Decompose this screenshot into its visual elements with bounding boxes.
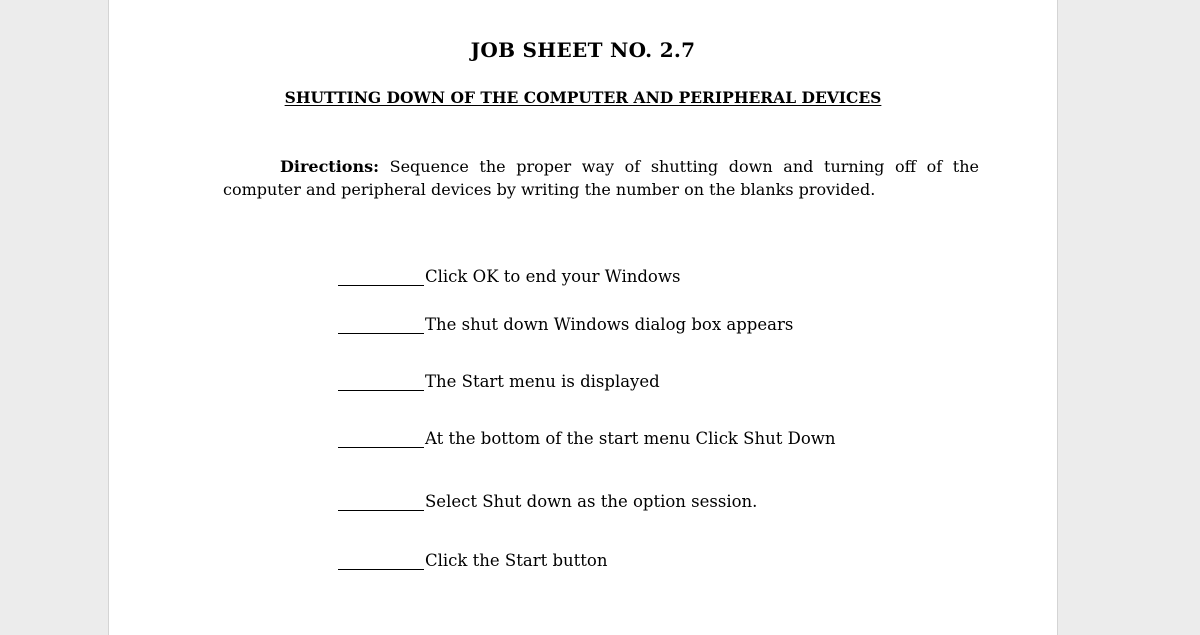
answer-blank[interactable]: [338, 332, 424, 334]
answer-blank[interactable]: [338, 389, 424, 391]
list-item-text: Select Shut down as the option session.: [425, 492, 758, 511]
list-item-text: At the bottom of the start menu Click Shut Down: [425, 429, 836, 448]
document-subtitle: SHUTTING DOWN OF THE COMPUTER AND PERIPHERAL DEVICES: [284, 88, 882, 107]
answer-blank[interactable]: [338, 509, 424, 511]
list-item: [338, 372, 660, 391]
list-item-text: Click the Start button: [425, 551, 608, 570]
list-item: [338, 551, 607, 570]
answer-blank[interactable]: [338, 284, 424, 286]
directions-paragraph: [223, 155, 979, 201]
answer-blank[interactable]: [338, 446, 424, 448]
directions-label: Directions:: [280, 157, 379, 176]
answer-blank[interactable]: [338, 568, 424, 570]
list-item: [338, 315, 793, 334]
list-item-text: The Start menu is displayed: [425, 372, 660, 391]
list-item: [338, 267, 680, 286]
document-page: [108, 0, 1058, 635]
document-title: JOB SHEET NO. 2.7: [470, 38, 696, 62]
list-item-text: Click OK to end your Windows: [425, 267, 681, 286]
list-item: [338, 429, 836, 448]
directions-text: Sequence the proper way of shutting down and turning off of the computer and peripheral devices by writing the number on the blanks provided.: [223, 157, 979, 199]
list-item: [338, 492, 757, 511]
list-item-text: The shut down Windows dialog box appears: [425, 315, 794, 334]
